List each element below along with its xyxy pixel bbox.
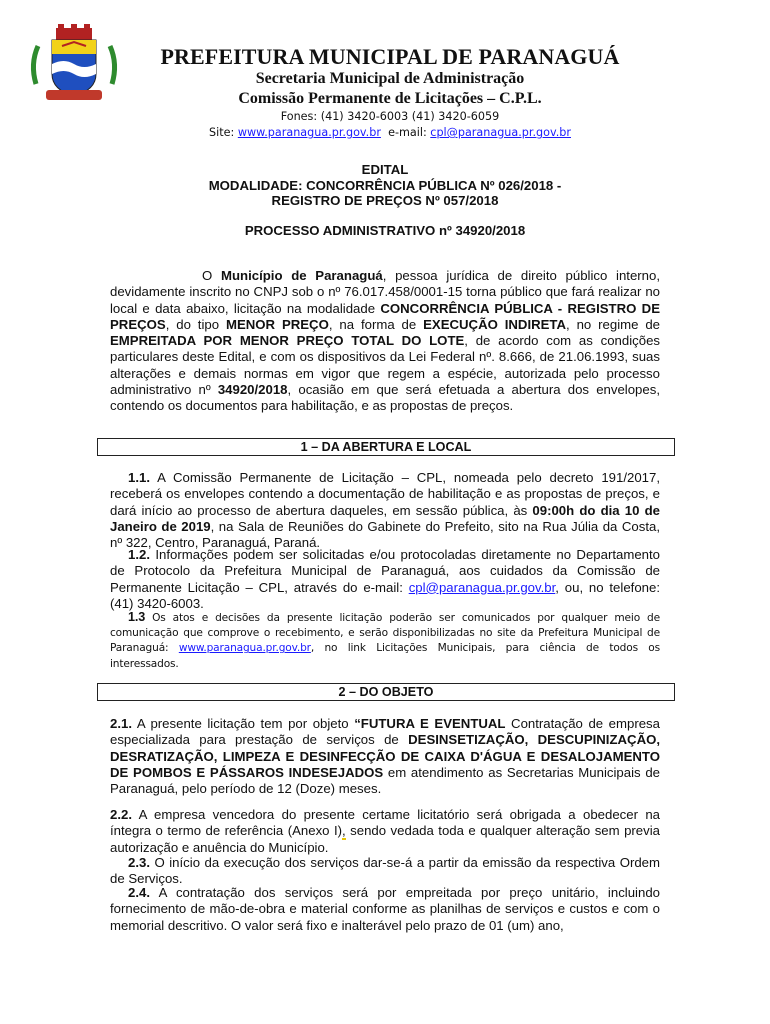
process-number: PROCESSO ADMINISTRATIVO nº 34920/2018	[244, 223, 526, 238]
clause-2-4: 2.4. A contratação dos serviços será por empreitada por preço unitário, incluindo fornecimento de mão-de-obra e material conforme as planilhas de serviços e custos e com o memorial descritivo. O valor será fixo e inalterável pelo prazo de 01 (um) ano,	[110, 885, 660, 933]
secretariat-name: Secretaria Municipal de Administração	[255, 70, 525, 87]
clause-2-3: 2.3. O início da execução dos serviços dar-se-á a partir da emissão da respectiva Ordem de Serviços.	[110, 855, 660, 887]
page-title: PREFEITURA MUNICIPAL DE PARANAGUÁ	[160, 44, 620, 69]
section-1-heading: 1 – DA ABERTURA E LOCAL	[97, 438, 675, 456]
email-link[interactable]: cpl@paranagua.pr.gov.br	[430, 126, 571, 139]
contact-line	[140, 126, 640, 139]
intro-paragraph: O Município de Paranaguá, pessoa jurídica de direito público interno, devidamente inscrito no CNPJ sob o nº 76.017.458/0001-15 torna público que fará realizar no local e data abaixo, licitação na modalidade CONCORRÊNCIA PÚBLICA - REGISTRO DE PREÇOS, do tipo MENOR PREÇO, na forma de EXECUÇÃO INDIRETA, no regime de EMPREITADA POR MENOR PREÇO TOTAL DO LOTE, de acordo com as condições particulares deste Edital, e com os dispositivos da Lei Federal nº. 8.666, de 21.06.1993, suas alterações e demais normas em vigor que regem a espécie, autorizada pelo processo administrativo nº 34920/2018, ocasião em que será efetuada a abertura dos envelopes, contendo os documentos para habilitação, e as propostas de preços.	[110, 268, 661, 414]
phone-numbers: Fones: (41) 3420-6003 (41) 3420-6059	[280, 110, 500, 123]
clause-2-2: 2.2. A empresa vencedora do presente certame licitatório será obrigada a obedecer na íntegra o termo de referência (Anexo I), sendo vedada toda e qualquer alteração sem previa autorização e anuência do Município.	[110, 807, 661, 855]
section-2-heading: 2 – DO OBJETO	[97, 683, 675, 701]
email-label: e-mail:	[388, 126, 427, 139]
registry-line: REGISTRO DE PREÇOS Nº 057/2018	[271, 193, 499, 208]
municipal-coat-of-arms-icon	[26, 24, 122, 110]
clause-1-2: 1.2. Informações podem ser solicitadas e/ou protocoladas diretamente no Departamento de Protocolo da Prefeitura Municipal de Paranaguá, aos cuidados da Comissão de Permanente Licitação – CPL, através do e-mail: cpl@paranagua.pr.gov.br, ou, no telefone: (41) 3420-6003.	[110, 547, 660, 611]
clause-email-link[interactable]: cpl@paranagua.pr.gov.br	[408, 579, 556, 595]
highlight-mark: ,	[342, 823, 346, 839]
clause-site-link[interactable]: www.paranagua.pr.gov.br	[178, 642, 311, 655]
site-label: Site:	[209, 126, 235, 139]
clause-1-3: 1.3 Os atos e decisões da presente licitação poderão ser comunicados por qualquer meio de comunicação que comprove o recebimento, e serão disponibilizadas no site da Prefeitura Municipal de Paranaguá: www.paranagua.pr.gov.br, no link Licitações Municipais, para ciência de todos os interessados.	[110, 610, 660, 670]
site-link[interactable]: www.paranagua.pr.gov.br	[237, 126, 381, 139]
clause-1-1: 1.1. A Comissão Permanente de Licitação – CPL, nomeada pelo decreto 191/2017, receberá os envelopes contendo a documentação de habilitação e as propostas de preços, e dará início ao processo de abertura daqueles, em sessão pública, às 09:00h do dia 10 de Janeiro de 2019, na Sala de Reuniões do Gabinete do Prefeito, sito na Rua Júlia da Costa, nº 322, Centro, Paranaguá, Paraná.	[110, 470, 660, 551]
clause-2-1: 2.1. A presente licitação tem por objeto “FUTURA E EVENTUAL Contratação de empresa especializada para prestação de serviços de DESINSETIZAÇÃO, DESCUPINIZAÇÃO, DESRATIZAÇÃO, LIMPEZA E DESINFECÇÃO DE CAIXA D'ÁGUA E DESALOJAMENTO DE POMBOS E PÁSSAROS INDESEJADOS em atendimento as Secretarias Municipais de Paranaguá, pelo período de 12 (Doze) meses.	[110, 716, 661, 797]
edital-heading: EDITAL	[361, 162, 409, 177]
modality-line: MODALIDADE: CONCORRÊNCIA PÚBLICA Nº 026/2018 -	[208, 178, 562, 193]
commission-name: Comissão Permanente de Licitações – C.P.L.	[238, 90, 542, 107]
